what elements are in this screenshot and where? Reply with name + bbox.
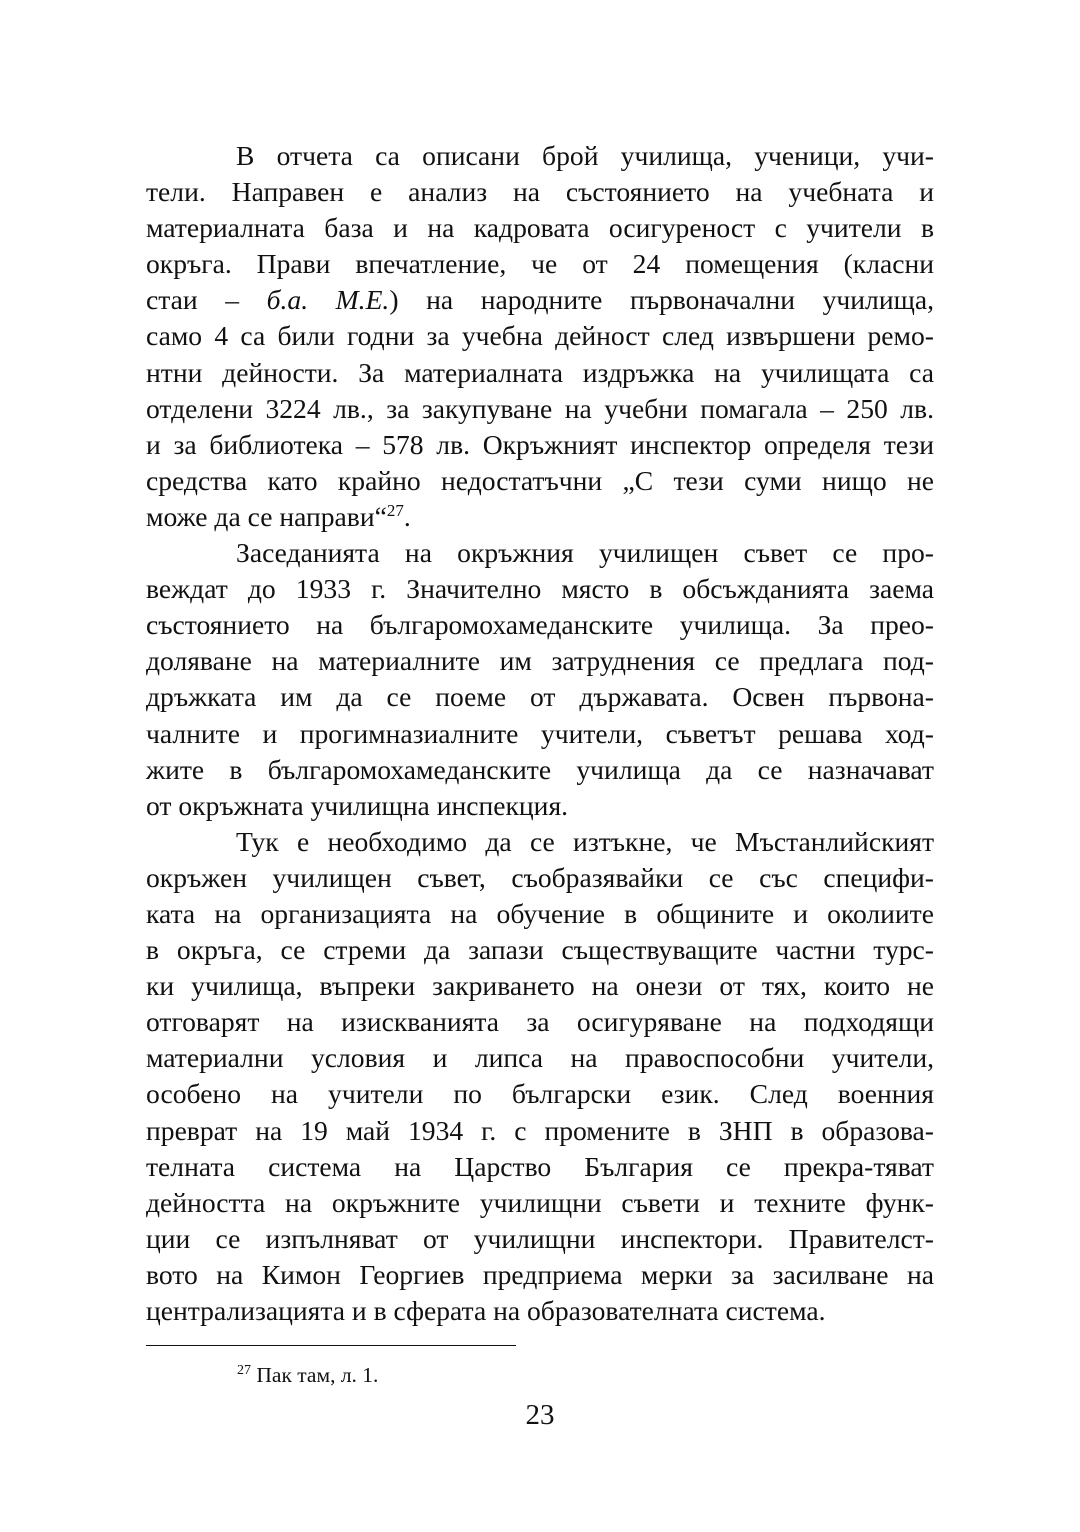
paragraph-1-line-7: нтни дейности. За материалната издръжка на училищата са [146,356,934,388]
paragraph-1-line-3: материалната база и на кадровата осигуреност с учители в [146,212,934,244]
paragraph-2-line-7: жите в българомохамеданските училища да се назначават [146,753,934,785]
paragraph-3-line-7: материални условия и липса на правоспособни учители, [146,1042,934,1074]
author-note-abbreviation: б.а. М.Е. [266,284,390,316]
paragraph-3-line-5: ки училища, въпреки закриването на онези от тях, които не [146,970,934,1002]
footnote-number: 27 [237,1362,251,1378]
paragraph-3-line-1: Тук е необходимо да се изтъкне, че Мъстанлийският [236,825,934,857]
footnote-text: Пак там, л. 1. [251,1363,379,1387]
footnote-separator [146,1345,516,1346]
paragraph-1-line-4: окръга. Прави впечатление, че от 24 помещения (класни [146,248,934,280]
paragraph-3-line-3: ката на организацията на обучение в общините и околиите [146,897,934,929]
paragraph-1-line-11 [146,499,934,535]
paragraph-2-line-6: чалните и прогимназиалните учители, съветът решава ход- [146,717,934,749]
paragraph-1-line-9: и за библиотека – 578 лв. Окръжният инспектор определя тези [146,428,934,460]
paragraph-1-line-5 [146,282,934,318]
paragraph-3-line-6: отговарят на изискванията за осигуряване на подходящи [146,1006,934,1038]
last-line-text: може да се направи“ [146,500,387,532]
paragraph-1-line-1: В отчета са описани брой училища, ученици, учи- [236,140,934,171]
paragraph-3-line-2: окръжен училищен съвет, съобразявайки се със специфи- [146,861,934,893]
paragraph-3-line-9: преврат на 19 май 1934 г. с промените в ЗНП в образова- [146,1114,934,1146]
paragraph-3-line-4: в окръга, се стреми да запази съществуващите частни турс- [146,934,934,966]
paragraph-3-line-12: ции се изпълняват от училищни инспектори. Правителст- [146,1222,934,1254]
paragraph-2-line-8: от окръжната училищна инспекция. [146,789,569,821]
line-5-start: стаи – [146,284,267,316]
paragraph-1-line-10: средства като крайно недостатъчни „С тези суми нищо не [146,464,934,496]
paragraph-3-line-8: особено на учители по български език. След военния [146,1078,934,1110]
paragraph-3-line-13: вото на Кимон Георгиев предприема мерки за засилване на [146,1258,934,1290]
paragraph-1-line-6: само 4 са били годни за учебна дейност след извършени ремо- [146,320,934,352]
page-number: 23 [525,1399,555,1431]
last-line-period: . [403,500,411,532]
body-text [146,138,934,1329]
footnote [237,1362,378,1388]
paragraph-2-line-2: веждат до 1933 г. Значително място в обсъжданията заема [146,573,934,605]
paragraph-2-line-5: дръжката им да се поеме от държавата. Освен първона- [146,681,934,713]
paragraph-3-line-11: дейността на окръжните училищни съвети и техните функ- [146,1186,934,1218]
line-5-end: ) на народните първоначални училища, [389,284,934,316]
paragraph-1-line-2: тели. Направен е анализ на състоянието на учебната и [146,176,934,208]
paragraph-2-line-1: Заседанията на окръжния училищен съвет се про- [236,537,934,569]
paragraph-3-line-10: телната система на Царство България се прекра-тяват [146,1150,934,1182]
paragraph-1-line-8: отделени 3224 лв., за закупуване на учебни помагала – 250 лв. [146,392,934,424]
paragraph-3-line-14: централизацията и в сферата на образователната система. [146,1295,826,1326]
footnote-reference[interactable]: 27 [386,500,404,520]
paragraph-2-line-4: доляване на материалните им затруднения се предлага под- [146,645,934,677]
paragraph-2-line-3: състоянието на българомохамеданските училища. За прео- [146,609,934,641]
